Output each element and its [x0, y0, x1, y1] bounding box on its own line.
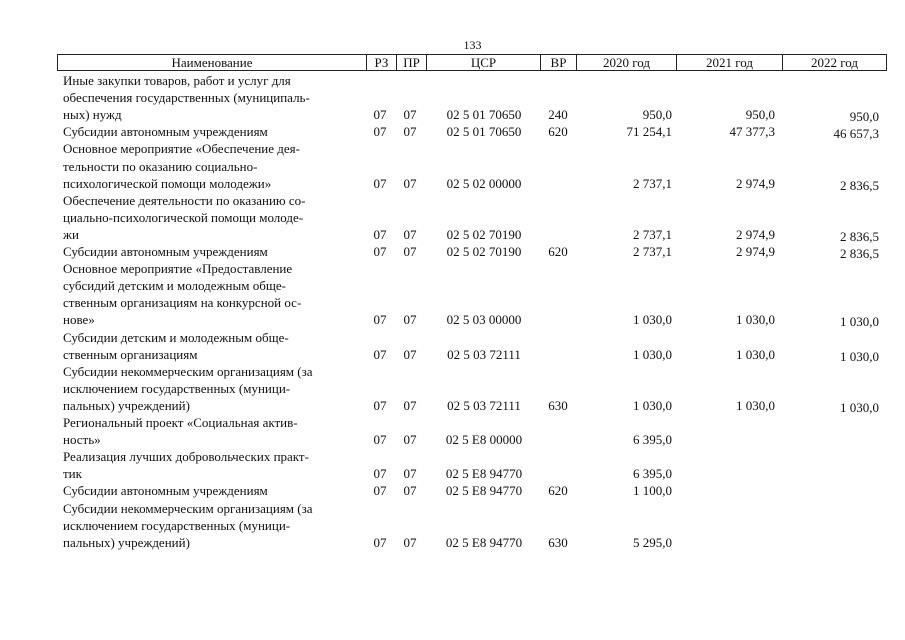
row-value-2022: 2 836,5 — [840, 246, 879, 261]
row-rz: 07 — [373, 124, 387, 140]
row-name: ственным организациям на конкурсной ос- — [63, 295, 302, 311]
table-row — [0, 243, 905, 261]
row-value-2021: 2 974,9 — [736, 175, 775, 191]
row-pr: 07 — [403, 107, 417, 123]
row-name: пальных) учреждений) — [63, 397, 190, 413]
header-rz: РЗ — [367, 55, 397, 70]
page-number: 133 — [463, 38, 482, 52]
row-pr: 07 — [403, 346, 417, 362]
row-rz: 07 — [373, 312, 387, 328]
row-name: психологической помощи молодежи» — [63, 175, 272, 191]
row-csr: 02 5 02 70190 — [446, 226, 522, 242]
row-csr: 02 5 03 72111 — [447, 346, 521, 362]
header-vr: ВР — [541, 55, 577, 70]
row-pr: 07 — [403, 124, 417, 140]
row-value-2022: 2 836,5 — [840, 228, 879, 244]
table-row — [0, 534, 905, 552]
row-value-2020: 1 100,0 — [633, 483, 672, 499]
table-row — [0, 517, 905, 535]
row-rz: 07 — [373, 244, 387, 259]
row-value-2020: 6 395,0 — [633, 466, 672, 482]
row-value-2022: 46 657,3 — [833, 126, 879, 142]
table-row — [0, 72, 905, 90]
table-row — [0, 209, 905, 227]
row-pr: 07 — [403, 226, 417, 242]
row-csr: 02 5 01 70650 — [446, 124, 522, 140]
row-name: субсидий детским и молодежным обще- — [63, 278, 286, 294]
row-name: Основное мероприятие «Обеспечение дея- — [63, 141, 300, 157]
row-name: ных) нужд — [63, 107, 122, 123]
row-name: Реализация лучших добровольческих практ- — [63, 449, 309, 465]
row-csr: 02 5 E8 00000 — [445, 432, 523, 448]
row-pr: 07 — [403, 432, 417, 448]
row-pr: 07 — [403, 312, 417, 328]
row-value-2021: 47 377,3 — [729, 124, 775, 140]
header-2020: 2020 год — [577, 55, 677, 70]
row-name: Субсидии некоммерческим организациям (за — [63, 363, 313, 379]
row-csr: 02 5 02 00000 — [446, 175, 522, 191]
row-csr: 02 5 E8 94770 — [445, 466, 523, 482]
table-row — [0, 448, 905, 466]
table-row — [0, 294, 905, 312]
row-pr: 07 — [403, 175, 417, 191]
table-row — [0, 363, 905, 381]
row-csr: 02 5 E8 94770 — [445, 483, 523, 499]
row-pr: 07 — [403, 397, 417, 413]
table-row — [0, 192, 905, 210]
row-rz: 07 — [373, 346, 387, 362]
row-name: Обеспечение деятельности по оказанию со- — [63, 192, 306, 208]
row-pr: 07 — [403, 534, 417, 550]
row-name: Субсидии детским и молодежным обще- — [63, 329, 289, 345]
header-2021: 2021 год — [677, 55, 783, 70]
row-value-2020: 1 030,0 — [633, 346, 672, 362]
row-vr: 620 — [548, 244, 568, 259]
table-row — [0, 329, 905, 347]
row-name: ность» — [63, 432, 101, 448]
row-value-2020: 1 030,0 — [633, 397, 672, 413]
row-rz: 07 — [373, 226, 387, 242]
row-value-2021: 1 030,0 — [736, 397, 775, 413]
row-value-2020: 5 295,0 — [633, 534, 672, 550]
table-row — [0, 346, 905, 364]
row-rz: 07 — [373, 534, 387, 550]
header-2022: 2022 год — [811, 55, 858, 70]
row-name: Субсидии автономным учреждениям — [63, 244, 268, 259]
table-row — [0, 380, 905, 398]
row-pr: 07 — [403, 466, 417, 482]
row-rz: 07 — [373, 466, 387, 482]
row-csr: 02 5 02 70190 — [446, 244, 522, 259]
row-csr: 02 5 03 72111 — [447, 397, 521, 413]
row-name: пальных) учреждений) — [63, 534, 190, 550]
row-value-2021: 950,0 — [745, 107, 775, 123]
row-name: циально-психологической помощи молоде- — [63, 209, 304, 225]
row-rz: 07 — [373, 107, 387, 123]
row-value-2021: 1 030,0 — [736, 346, 775, 362]
row-rz: 07 — [373, 432, 387, 448]
row-value-2020: 2 737,1 — [633, 175, 672, 191]
row-csr: 02 5 E8 94770 — [445, 534, 523, 550]
row-name: обеспечения государственных (муниципаль- — [63, 90, 310, 106]
row-value-2020: 2 737,1 — [633, 244, 672, 259]
table-row — [0, 397, 905, 415]
row-value-2020: 950,0 — [642, 107, 672, 123]
row-vr: 630 — [548, 397, 568, 413]
row-name: Субсидии некоммерческим организациям (за — [63, 500, 313, 516]
row-pr: 07 — [403, 244, 417, 259]
table-row — [0, 106, 905, 124]
table-row — [0, 260, 905, 278]
row-value-2022: 1 030,0 — [840, 348, 879, 364]
row-name: Субсидии автономным учреждениям — [63, 483, 268, 499]
table-row — [0, 175, 905, 193]
row-name: Иные закупки товаров, работ и услуг для — [63, 73, 291, 88]
row-rz: 07 — [373, 175, 387, 191]
row-rz: 07 — [373, 483, 387, 499]
table-row — [0, 158, 905, 176]
row-value-2022: 950,0 — [849, 109, 879, 125]
row-name: жи — [63, 226, 79, 242]
table-row — [0, 500, 905, 518]
row-name: Основное мероприятие «Предоставление — [63, 261, 293, 277]
row-value-2020: 71 254,1 — [626, 124, 672, 140]
table-row — [0, 140, 905, 158]
row-csr: 02 5 01 70650 — [446, 107, 522, 123]
row-name: исключением государственных (муници- — [63, 380, 291, 396]
row-name: ственным организациям — [63, 346, 198, 362]
row-value-2020: 6 395,0 — [633, 432, 672, 448]
row-csr: 02 5 03 00000 — [446, 312, 522, 328]
row-name: Региональный проект «Социальная актив- — [63, 415, 298, 430]
row-vr: 240 — [548, 107, 568, 123]
row-value-2022: 1 030,0 — [840, 399, 879, 415]
row-vr: 630 — [548, 534, 568, 550]
row-rz: 07 — [373, 397, 387, 413]
row-value-2022: 1 030,0 — [840, 314, 879, 330]
table-row — [0, 465, 905, 483]
table-row — [0, 123, 905, 141]
row-value-2021: 2 974,9 — [736, 244, 775, 259]
row-name: Субсидии автономным учреждениям — [63, 124, 268, 140]
row-vr: 620 — [548, 483, 568, 499]
header-pr: ПР — [397, 55, 427, 70]
row-name: тельности по оказанию социально- — [63, 158, 258, 174]
table-row — [0, 277, 905, 295]
table-header — [57, 54, 887, 71]
row-name: тик — [63, 466, 82, 482]
table-row — [0, 311, 905, 329]
table-row — [0, 226, 905, 244]
table-row — [0, 482, 905, 500]
row-name: исключением государственных (муници- — [63, 517, 291, 533]
row-value-2022: 2 836,5 — [840, 177, 879, 193]
row-value-2021: 2 974,9 — [736, 226, 775, 242]
row-value-2021: 1 030,0 — [736, 312, 775, 328]
header-name: Наименование — [58, 55, 367, 70]
row-vr: 620 — [548, 124, 568, 140]
table-row — [0, 414, 905, 432]
row-value-2020: 1 030,0 — [633, 312, 672, 328]
row-name: нове» — [63, 312, 95, 328]
row-pr: 07 — [403, 483, 417, 499]
header-csr: ЦСР — [427, 55, 541, 70]
table-row — [0, 89, 905, 107]
row-value-2020: 2 737,1 — [633, 226, 672, 242]
table-row — [0, 431, 905, 449]
